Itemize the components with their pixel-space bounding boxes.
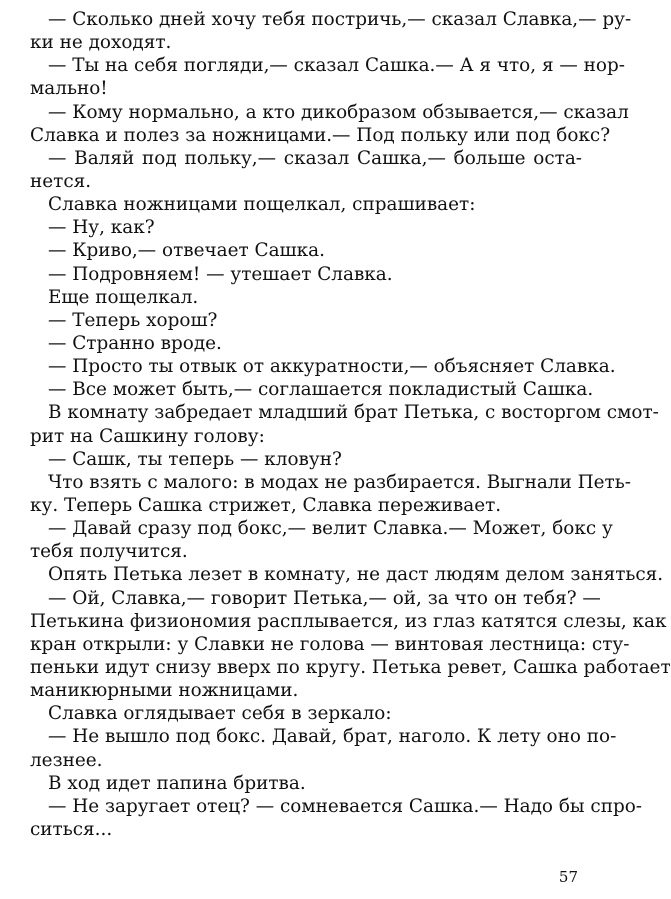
text-line: — Ну, как?: [48, 217, 155, 239]
text-line: рит на Сашкину голову:: [30, 425, 265, 447]
text-line: ки не доходят.: [30, 32, 172, 54]
text-line: В ход идет папина бритва.: [48, 772, 306, 794]
text-line: пеньки идут снизу вверх по кругу. Петька ревет, Сашка работает: [30, 656, 671, 678]
text-line: — Подровняем! — утешает Славка.: [48, 263, 393, 285]
text-line: Славка и полез за ножницами.— Под польку или под бокс?: [30, 124, 611, 146]
text-line: — Странно вроде.: [48, 332, 222, 354]
text-line: — Сколько дней хочу тебя постричь,— сказал Славка,— ру-: [48, 9, 632, 30]
text-line: — Ты на себя погляди,— сказал Сашка.— А я что, я — нор-: [48, 55, 625, 77]
page-number: 57: [558, 868, 578, 886]
text-line: лезнее.: [30, 749, 103, 771]
text-line: — Криво,— отвечает Сашка.: [48, 240, 325, 262]
text-line: маникюрными ножницами.: [30, 680, 299, 702]
text-line: Славка ножницами пощелкал, спрашивает:: [48, 194, 476, 216]
text-line: — Не заругает отец? — сомневается Сашка.— Надо бы спро-: [48, 795, 643, 817]
text-line: — Теперь хорош?: [48, 309, 218, 331]
text-line: Еще пощелкал.: [48, 286, 199, 308]
text-line: кран открыли: у Славки не голова — винтовая лестница: сту-: [30, 633, 630, 655]
text-line: Опять Петька лезет в комнату, не даст людям делом заняться.: [48, 564, 664, 586]
text-line: — Все может быть,— соглашается покладистый Сашка.: [48, 379, 594, 401]
text-line: — Давай сразу под бокс,— велит Славка.— Может, бокс у: [48, 518, 613, 540]
text-line: Что взять с малого: в модах не разбирается. Выгнали Петь-: [48, 471, 631, 493]
text-line: тебя получится.: [30, 541, 188, 563]
text-line: — Валяй под польку,— сказал Сашка,— больше оста-: [48, 147, 582, 169]
body-text: [30, 8, 671, 841]
text-line: — Просто ты отвык от аккуратности,— объясняет Славка.: [48, 356, 616, 378]
text-line: — Сашк, ты теперь — кловун?: [48, 448, 342, 470]
text-line: — Не вышло под бокс. Давай, брат, наголо. К лету оно по-: [48, 726, 617, 748]
text-line: Петькина физиономия расплывается, из глаз катятся слезы, как: [30, 610, 667, 632]
text-line: В комнату забредает младший брат Петька, с восторгом смот-: [48, 402, 659, 424]
text-line: мально!: [30, 78, 108, 100]
text-line: нется.: [30, 170, 92, 192]
text-line: — Кому нормально, а кто дикобразом обзывается,— сказал: [48, 101, 629, 123]
text-line: ситься...: [30, 818, 113, 840]
text-line: ку. Теперь Сашка стрижет, Славка переживает.: [30, 494, 502, 516]
text-line: — Ой, Славка,— говорит Петька,— ой, за что он тебя? —: [48, 587, 601, 609]
text-line: Славка оглядывает себя в зеркало:: [48, 703, 392, 725]
